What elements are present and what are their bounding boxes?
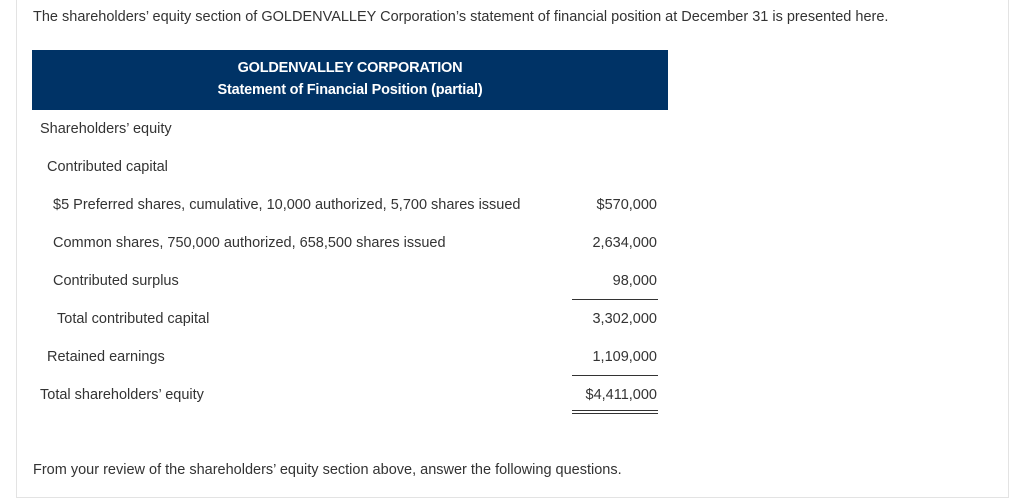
closing-text: From your review of the shareholders’ equity section above, answer the following questions. <box>33 462 622 478</box>
row-amount-common-shares: 2,634,000 <box>592 235 657 251</box>
section-contributed-capital: Contributed capital <box>47 159 168 175</box>
statement-header <box>32 50 668 110</box>
section-shareholders-equity: Shareholders’ equity <box>40 121 172 137</box>
row-amount-retained-earnings: 1,109,000 <box>592 349 657 365</box>
row-label-contributed-surplus: Contributed surplus <box>53 273 179 289</box>
row-amount-total-contributed-capital: 3,302,000 <box>592 311 657 327</box>
company-name: GOLDENVALLEY CORPORATION <box>237 60 463 76</box>
statement-title: Statement of Financial Position (partial) <box>217 82 483 98</box>
row-label-preferred-shares: $5 Preferred shares, cumulative, 10,000 authorized, 5,700 shares issued <box>53 197 521 213</box>
row-label-total-shareholders-equity: Total shareholders’ equity <box>40 387 204 403</box>
row-label-retained-earnings: Retained earnings <box>47 349 165 365</box>
row-label-total-contributed-capital: Total contributed capital <box>57 311 210 327</box>
total-rule <box>572 375 658 376</box>
row-label-common-shares: Common shares, 750,000 authorized, 658,500 shares issued <box>53 235 446 251</box>
row-amount-contributed-surplus: 98,000 <box>612 273 657 289</box>
row-amount-preferred-shares: $570,000 <box>596 197 657 213</box>
double-rule-top <box>572 410 658 411</box>
row-amount-total-shareholders-equity: $4,411,000 <box>585 387 657 403</box>
double-rule-bottom <box>572 413 658 414</box>
intro-text: The shareholders’ equity section of GOLDENVALLEY Corporation’s statement of financial position at December 31 is presented here. <box>33 9 889 25</box>
subtotal-rule <box>572 299 658 300</box>
